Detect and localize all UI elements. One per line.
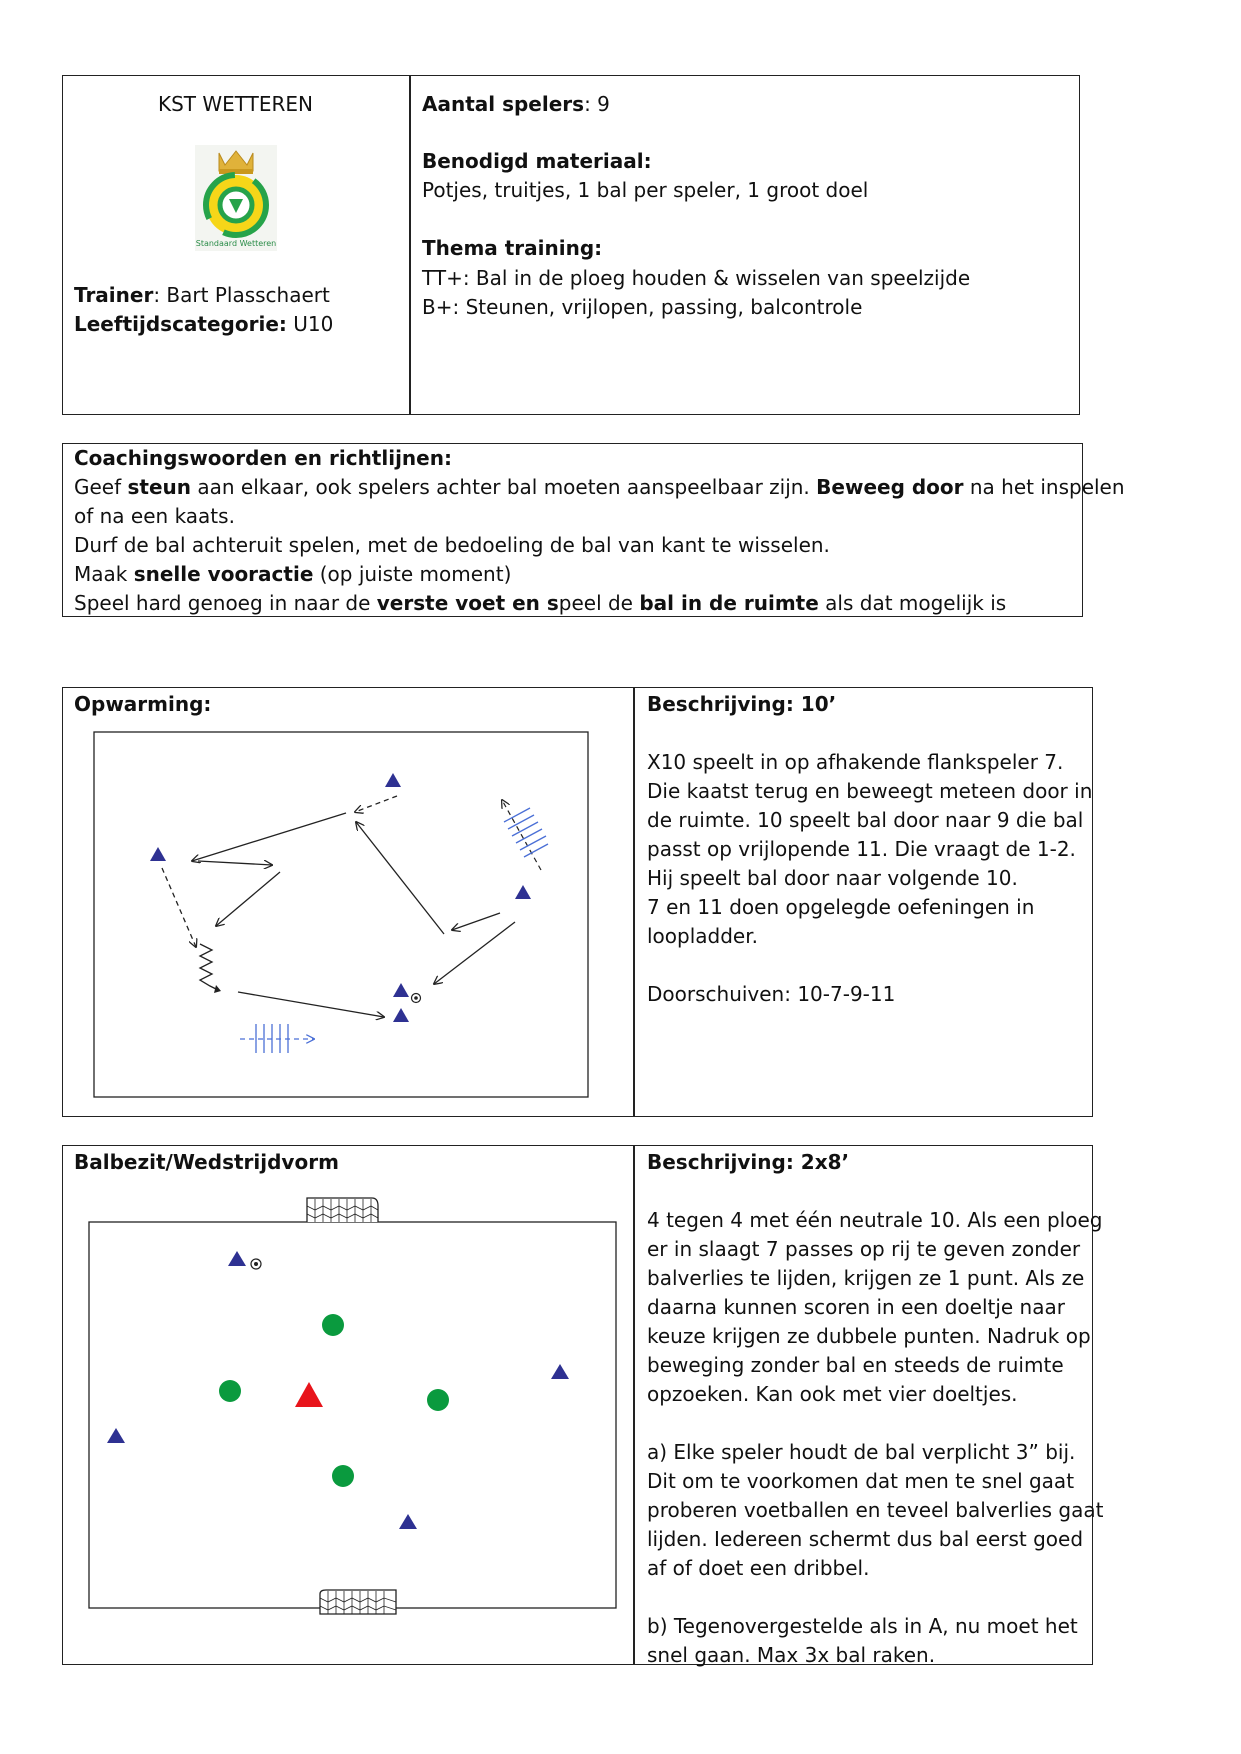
material-label-text: Benodigd materiaal: xyxy=(422,149,652,173)
warmup-desc-title-text: Beschrijving: 10’ xyxy=(647,692,837,716)
warmup-desc-line: loopladder. xyxy=(647,924,758,948)
warmup-title-text: Opwarming: xyxy=(74,692,212,716)
player-triangle xyxy=(551,1364,569,1379)
c5b: verste voet en s xyxy=(376,591,559,615)
c5c: peel de xyxy=(558,591,640,615)
c1b: steun xyxy=(127,475,192,499)
warmup-desc-line: 7 en 11 doen opgelegde oefeningen in xyxy=(647,895,1035,919)
club-name: KST WETTEREN xyxy=(157,92,313,116)
players-label: Aantal spelers xyxy=(422,92,585,116)
age-label: Leeftijdscategorie: xyxy=(74,312,287,336)
player-circle xyxy=(427,1389,449,1411)
age-value: U10 xyxy=(286,312,334,336)
match-title-text: Balbezit/Wedstrijdvorm xyxy=(74,1150,339,1174)
material-value: Potjes, truitjes, 1 bal per speler, 1 groot doel xyxy=(422,178,869,202)
trainer-value: : Bart Plasschaert xyxy=(153,283,330,307)
c1a: Geef xyxy=(74,475,128,499)
player-triangle xyxy=(228,1251,246,1266)
match-desc-line: 4 tegen 4 met één neutrale 10. Als een ploeg xyxy=(647,1208,1103,1232)
warmup-desc-line: X10 speelt in op afhakende flankspeler 7. xyxy=(647,750,1064,774)
goal-icon xyxy=(320,1590,396,1614)
theme-label-text: Thema training: xyxy=(422,236,603,260)
green-team xyxy=(219,1314,449,1487)
c5e: als dat mogelijk is xyxy=(818,591,1007,615)
theme-line-1: TT+: Bal in de ploeg houden & wisselen van speelzijde xyxy=(422,266,971,290)
variant-a-line: af of doet een dribbel. xyxy=(647,1556,870,1580)
c4b: snelle vooractie xyxy=(133,562,314,586)
ball-icon xyxy=(251,1259,261,1269)
player-triangle xyxy=(399,1514,417,1529)
variant-a-line: lijden. Iedereen schermt dus bal eerst goed xyxy=(647,1527,1084,1551)
c1c: aan elkaar, ook spelers achter bal moeten aanspeelbaar zijn. xyxy=(191,475,817,499)
match-desc-line: keuze krijgen ze dubbele punten. Nadruk op xyxy=(647,1324,1091,1348)
variant-a-line: a) Elke speler houdt de bal verplicht 3” bij. xyxy=(647,1440,1076,1464)
blue-team xyxy=(107,1251,569,1529)
player-circle xyxy=(322,1314,344,1336)
c4c: (op juiste moment) xyxy=(313,562,512,586)
match-desc-title-text: Beschrijving: 2x8’ xyxy=(647,1150,850,1174)
match-desc-title xyxy=(647,1148,849,1177)
match-desc-line: daarna kunnen scoren in een doeltje naar xyxy=(647,1295,1065,1319)
variant-b-line: snel gaan. Max 3x bal raken. xyxy=(647,1643,936,1667)
c5a: Speel hard genoeg in naar de xyxy=(74,591,377,615)
match-field xyxy=(89,1222,616,1608)
c1e: na het inspelen xyxy=(963,475,1125,499)
c1d: Beweeg door xyxy=(816,475,964,499)
player-circle xyxy=(332,1465,354,1487)
coaching-title-text: Coachingswoorden en richtlijnen: xyxy=(74,446,452,470)
warmup-desc-line: de ruimte. 10 speelt bal door naar 9 die bal xyxy=(647,808,1084,832)
coaching-line-3: Durf de bal achteruit spelen, met de bedoeling de bal van kant te wisselen. xyxy=(74,533,830,557)
match-desc-line: opzoeken. Kan ook met vier doeltjes. xyxy=(647,1382,1018,1406)
player-circle xyxy=(219,1380,241,1402)
variant-a-line: proberen voetballen en teveel balverlies gaat xyxy=(647,1498,1104,1522)
c4a: Maak xyxy=(74,562,134,586)
players-value: : 9 xyxy=(584,92,610,116)
match-desc-line: balverlies te lijden, krijgen ze 1 punt. Als ze xyxy=(647,1266,1085,1290)
match-desc-line: beweging zonder bal en steeds de ruimte xyxy=(647,1353,1064,1377)
neutral-player-triangle xyxy=(295,1382,323,1407)
warmup-rotation: Doorschuiven: 10-7-9-11 xyxy=(647,982,896,1006)
player-triangle xyxy=(107,1428,125,1443)
match-desc-line: er in slaagt 7 passes op rij te geven zonder xyxy=(647,1237,1081,1261)
goal-icon xyxy=(307,1198,378,1222)
trainer-label: Trainer xyxy=(74,283,154,307)
warmup-desc-line: Die kaatst terug en beweegt meteen door in xyxy=(647,779,1093,803)
theme-line-2: B+: Steunen, vrijlopen, passing, balcontrole xyxy=(422,295,863,319)
warmup-desc-line: passt op vrijlopende 11. Die vraagt de 1-2. xyxy=(647,837,1076,861)
coaching-line-2: of na een kaats. xyxy=(74,504,235,528)
variant-a-line: Dit om te voorkomen dat men te snel gaat xyxy=(647,1469,1075,1493)
logo-text: Standaard Wetteren xyxy=(195,239,277,248)
c5d: bal in de ruimte xyxy=(639,591,819,615)
variant-b-line: b) Tegenovergestelde als in A, nu moet het xyxy=(647,1614,1078,1638)
warmup-desc-line: Hij speelt bal door naar volgende 10. xyxy=(647,866,1018,890)
